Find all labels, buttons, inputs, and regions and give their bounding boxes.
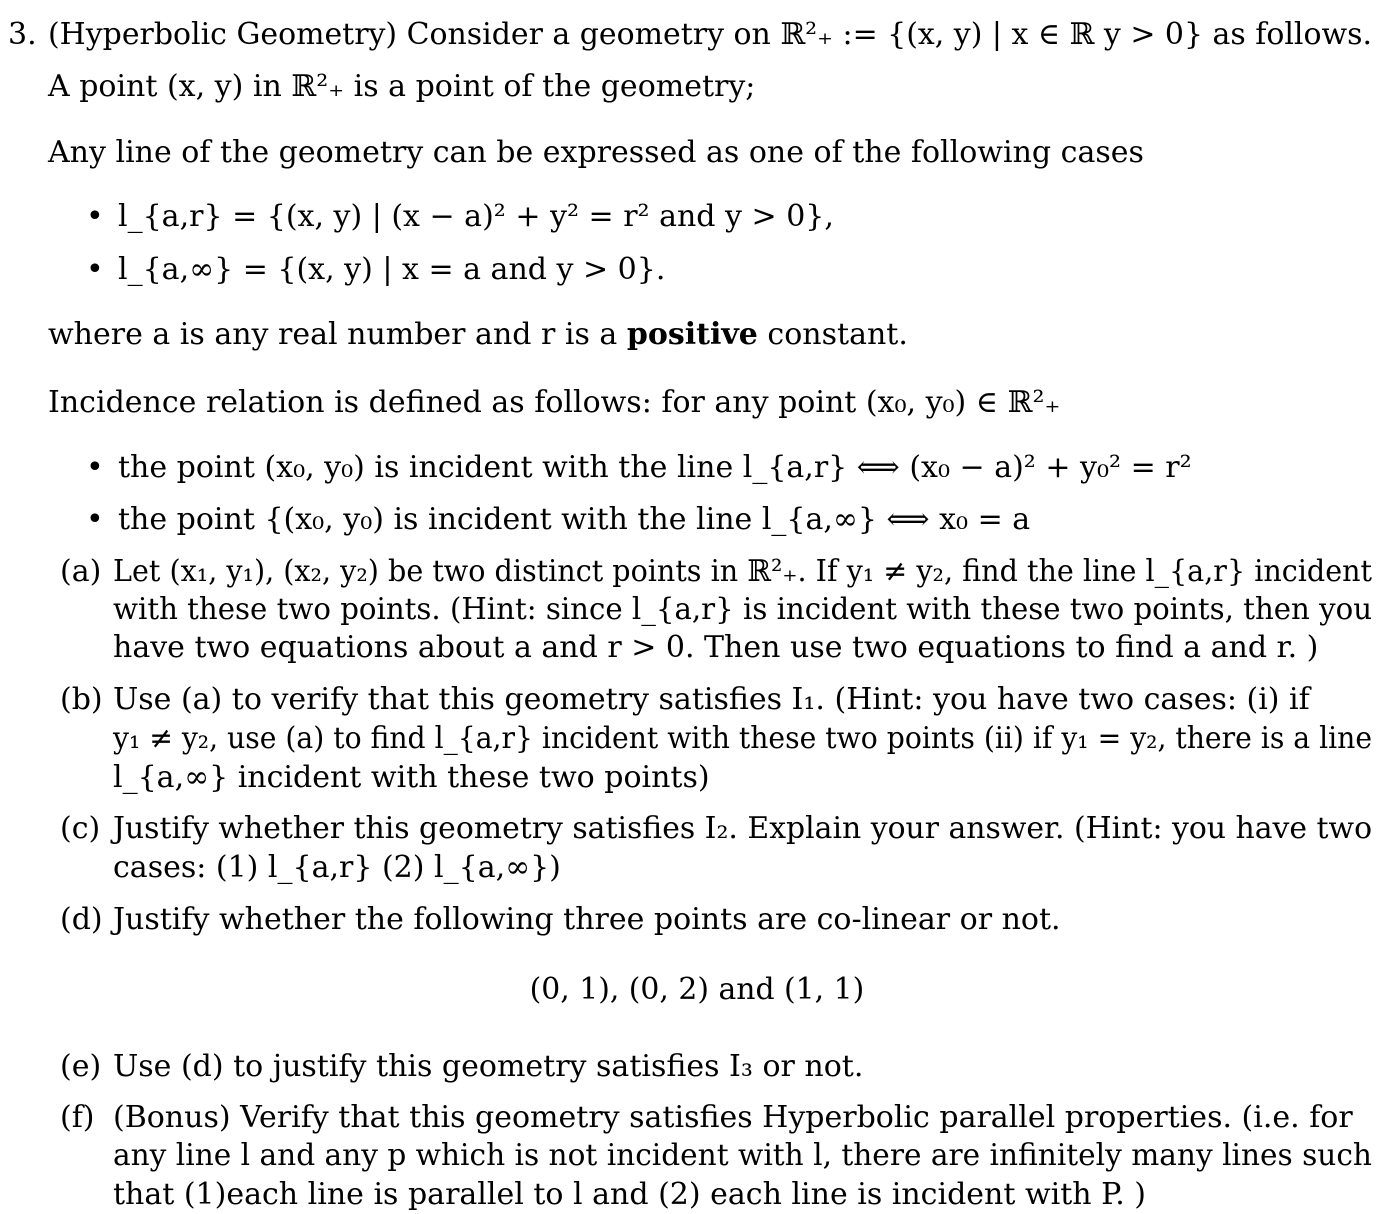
problem-heading-line2: A point (x, y) in ℝ²₊ is a point of the geometry; [48, 69, 756, 104]
bullet-icon: • [86, 252, 104, 287]
problem-heading-line1: (Hyperbolic Geometry) Consider a geometry on ℝ²₊ := {(x, y) | x ∈ ℝ y > 0} as follows. [48, 17, 1373, 52]
part-c-line-2: cases: (1) l_{a,r} (2) l_{a,∞}) [113, 850, 561, 885]
incidence-intro: Incidence relation is defined as follows: for any point (x₀, y₀) ∈ ℝ²₊ [48, 385, 1061, 420]
incidence-case-1: the point (x₀, y₀) is incident with the line l_{a,r} ⟺ (x₀ − a)² + y₀² = r² [118, 450, 1192, 485]
part-e-line-1: Use (d) to justify this geometry satisfies I₃ or not. [113, 1049, 864, 1084]
incidence-case-2: the point {(x₀, y₀) is incident with the line l_{a,∞} ⟺ x₀ = a [118, 502, 1031, 537]
part-a-line-1: Let (x₁, y₁), (x₂, y₂) be two distinct points in ℝ²₊. If y₁ ≠ y₂, find the line l_{a,r} incident [113, 554, 1373, 589]
part-b-line-2: y₁ ≠ y₂, use (a) to find l_{a,r} incident with these two points (ii) if y₁ = y₂, there is a line [113, 721, 1373, 756]
part-c-line-1: Justify whether this geometry satisfies I₂. Explain your answer. (Hint: you have two [113, 811, 1373, 846]
part-c-label: (c) [60, 811, 101, 846]
part-d-points: (0, 1), (0, 2) and (1, 1) [529, 972, 865, 1007]
part-f-line-3: that (1)each line is parallel to l and (2) each line is incident with P. ) [113, 1177, 1147, 1212]
part-f-line-1: (Bonus) Verify that this geometry satisfies Hyperbolic parallel properties. (i.e. for [113, 1100, 1353, 1135]
positive-emphasis: positive [626, 317, 758, 352]
part-a-line-3: have two equations about a and r > 0. Then use two equations to find a and r. ) [113, 630, 1319, 665]
bullet-icon: • [86, 502, 104, 537]
line-case-2: l_{a,∞} = {(x, y) | x = a and y > 0}. [118, 252, 666, 287]
part-a-line-2: with these two points. (Hint: since l_{a,r} is incident with these two points, then you [113, 592, 1373, 627]
part-b-label: (b) [60, 682, 103, 717]
part-d-line-1: Justify whether the following three points are co-linear or not. [113, 902, 1061, 937]
where-statement: where a is any real number and r is a positive constant. [48, 317, 908, 352]
line-case-1: l_{a,r} = {(x, y) | (x − a)² + y² = r² and y > 0}, [118, 199, 834, 234]
part-e-label: (e) [60, 1049, 102, 1084]
part-b-line-3: l_{a,∞} incident with these two points) [113, 760, 710, 795]
part-f-line-2: any line l and any p which is not incident with l, there are infinitely many lines such [113, 1138, 1372, 1173]
lines-intro: Any line of the geometry can be expressed as one of the following cases [48, 135, 1144, 170]
part-d-label: (d) [60, 902, 103, 937]
part-f-label: (f) [60, 1100, 95, 1135]
bullet-icon: • [86, 199, 104, 234]
bullet-icon: • [86, 450, 104, 485]
part-a-label: (a) [60, 554, 102, 589]
problem-number: 3. [8, 17, 37, 52]
part-b-line-1: Use (a) to verify that this geometry satisfies I₁. (Hint: you have two cases: (i) if [113, 682, 1310, 717]
